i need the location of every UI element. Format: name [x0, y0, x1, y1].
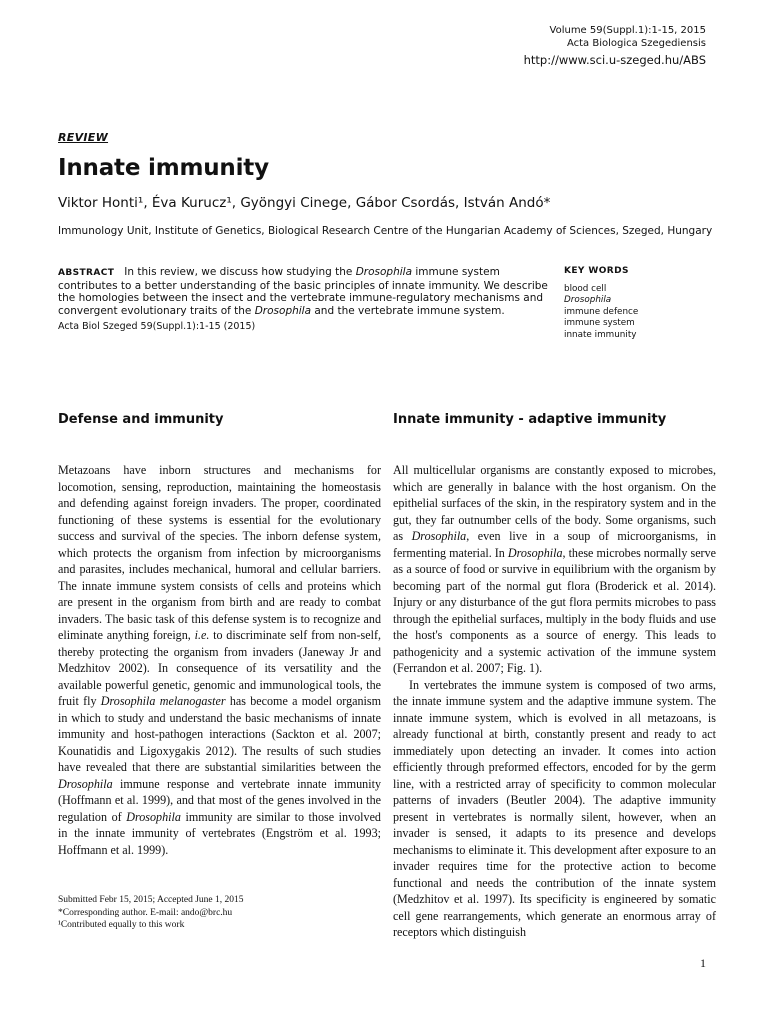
italic-run: i.e.	[194, 628, 210, 642]
text-run: immunity are similar to those involved in the innate immunity of vertebrates (Engström et al. 1993; Hoffmann et al. 1999).	[58, 809, 381, 857]
page-number: 1	[700, 956, 706, 970]
right-column-body	[393, 462, 716, 941]
paragraph	[58, 462, 381, 858]
keyword: immune defence	[564, 306, 639, 317]
paragraph: In vertebrates the immune system is composed of two arms, the innate immune system and the adaptive immune system. The innate immune system, which is evolved in all metazoans, is already functional at birth, constantly present and ready to act immediately upon detecting an invader. It comes into action efficiently through preformed effectors, encoded for by the germ line, with a restricted array of specificity to common molecular patterns of invaders (Beutler 2004). The adaptive immunity present in vertebrates is normally silent, however, when an invader is sensed, it adapts to its presence and develops mechanisms to eliminate it. This development after exposure to an invader requires time for the protective action to become functional and needs the contribution of the innate system (Medzhitov et al. 1997). Its specificity is engineered by somatic cell gene rearrangements, which generate an enormous array of receptors which distinguish	[393, 677, 716, 939]
abstract-text: and the vertebrate immune system.	[311, 304, 505, 317]
submission-dates: Submitted Febr 15, 2015; Accepted June 1, 2015	[58, 895, 244, 905]
abstract-label: ABSTRACT	[58, 268, 115, 278]
keywords-title: KEY WORDS	[564, 266, 629, 276]
left-column-heading: Defense and immunity	[58, 412, 224, 427]
equal-contribution-note: ¹Contributed equally to this work	[58, 920, 185, 930]
abstract-text: In this review, we discuss how studying the	[124, 266, 356, 278]
article-title: Innate immunity	[58, 155, 269, 181]
affiliation: Immunology Unit, Institute of Genetics, Biological Research Centre of the Hungarian Academy of Sciences, Szeged, Hungary	[58, 225, 713, 237]
italic-run: Drosophila	[58, 776, 113, 791]
italic-run: Drosophila	[411, 529, 467, 543]
italic-run: Drosophila melanogaster	[100, 694, 226, 708]
corresponding-author: *Corresponding author. E-mail: ando@brc.hu	[58, 907, 233, 918]
text-run: has become a model organism in which to study and understand the basic mechanisms of innate immunity and host-pathogen interactions (Sackton et al. 2007; Kounatidis and Ligoxygakis 2012). The results of such studies have revealed that there are substantial similarities between the	[58, 694, 382, 774]
text-run: , these microbes normally serve as a source of food or survive in equilibrium with the organism by becoming part of the normal gut flora (Broderick et al. 2014). Injury or any disturbance of the gut flora permits microbes to pass through the epithelial surfaces, multiply in the body fluids and use the host's components as a source of energy. This leads to pathogenicity and a systemic activation of the immune system (Ferrandon et al. 2007; Fig. 1).	[393, 545, 716, 675]
keyword: innate immunity	[564, 329, 637, 340]
right-column-heading: Innate immunity - adaptive immunity	[393, 412, 667, 427]
text-run: , even live in a soup of microorganisms, in fermenting material. In	[393, 529, 716, 560]
italic-run: Drosophila	[126, 809, 181, 824]
author-list: Viktor Honti¹, Éva Kurucz¹, Gyöngyi Cinege, Gábor Csordás, István Andó*	[58, 195, 551, 211]
text-run: immune response and vertebrate innate immunity (Hoffmann et al. 1999), and that most of the genes involved in the regulation of	[58, 776, 381, 824]
italic-run: Drosophila	[507, 545, 563, 560]
keywords-list	[564, 284, 638, 341]
keyword: Drosophila	[564, 295, 612, 306]
citation: Acta Biol Szeged 59(Suppl.1):1-15 (2015)	[58, 321, 256, 332]
keyword: blood cell	[564, 284, 607, 294]
journal-url[interactable]: http://www.sci.u-szeged.hu/ABS	[523, 53, 706, 67]
keyword: immune system	[564, 318, 635, 329]
volume-info: Volume 59(Suppl.1):1-15, 2015	[549, 25, 706, 36]
abstract-text: immune system contributes to a better understanding of the basic principles of innate immunity. We describe the homologies between the insect and the vertebrate immune-regulatory mechanisms and convergent evolutionary traits of the	[58, 266, 548, 317]
text-run: to discriminate self from non-self, thereby protecting the organism from invaders (Janeway Jr and Medzhitov 2002). In consequence of its versatility and the available powerful genetic, genomic and immunological tools, the fruit fly	[58, 628, 381, 708]
left-column-body	[58, 462, 381, 858]
journal-name: Acta Biologica Szegediensis	[566, 38, 706, 49]
section-label: REVIEW	[58, 131, 109, 144]
footnotes	[58, 894, 244, 932]
abstract	[58, 266, 558, 317]
paragraph	[393, 462, 716, 677]
text-run: Metazoans have inborn structures and mechanisms for locomotion, sensing, reproduction, maintaining the homeostasis and defending against foreign invaders. The proper, coordinated functioning of these systems is essential for the evolutionary success and survival of the species. The inborn defense system, which protects the organism from infection by microorganisms and parasites, includes mechanical, humoral and cellular barriers. The innate immune system consists of cells and proteins which are present in the organism from birth and are ready to combat invaders. The basic task of this defense system is to recognize and eliminate anything foreign,	[58, 463, 381, 642]
text-run: All multicellular organisms are constantly exposed to microbes, which are generally in balance with the host organism. On the epithelial surfaces of the skin, in the respiratory system and in the gut, they far outnumber cells of the body. Some organisms, such as	[393, 463, 716, 543]
abstract-italic-term: Drosophila	[254, 304, 312, 317]
abstract-italic-term: Drosophila	[355, 266, 413, 278]
journal-header	[550, 24, 706, 50]
